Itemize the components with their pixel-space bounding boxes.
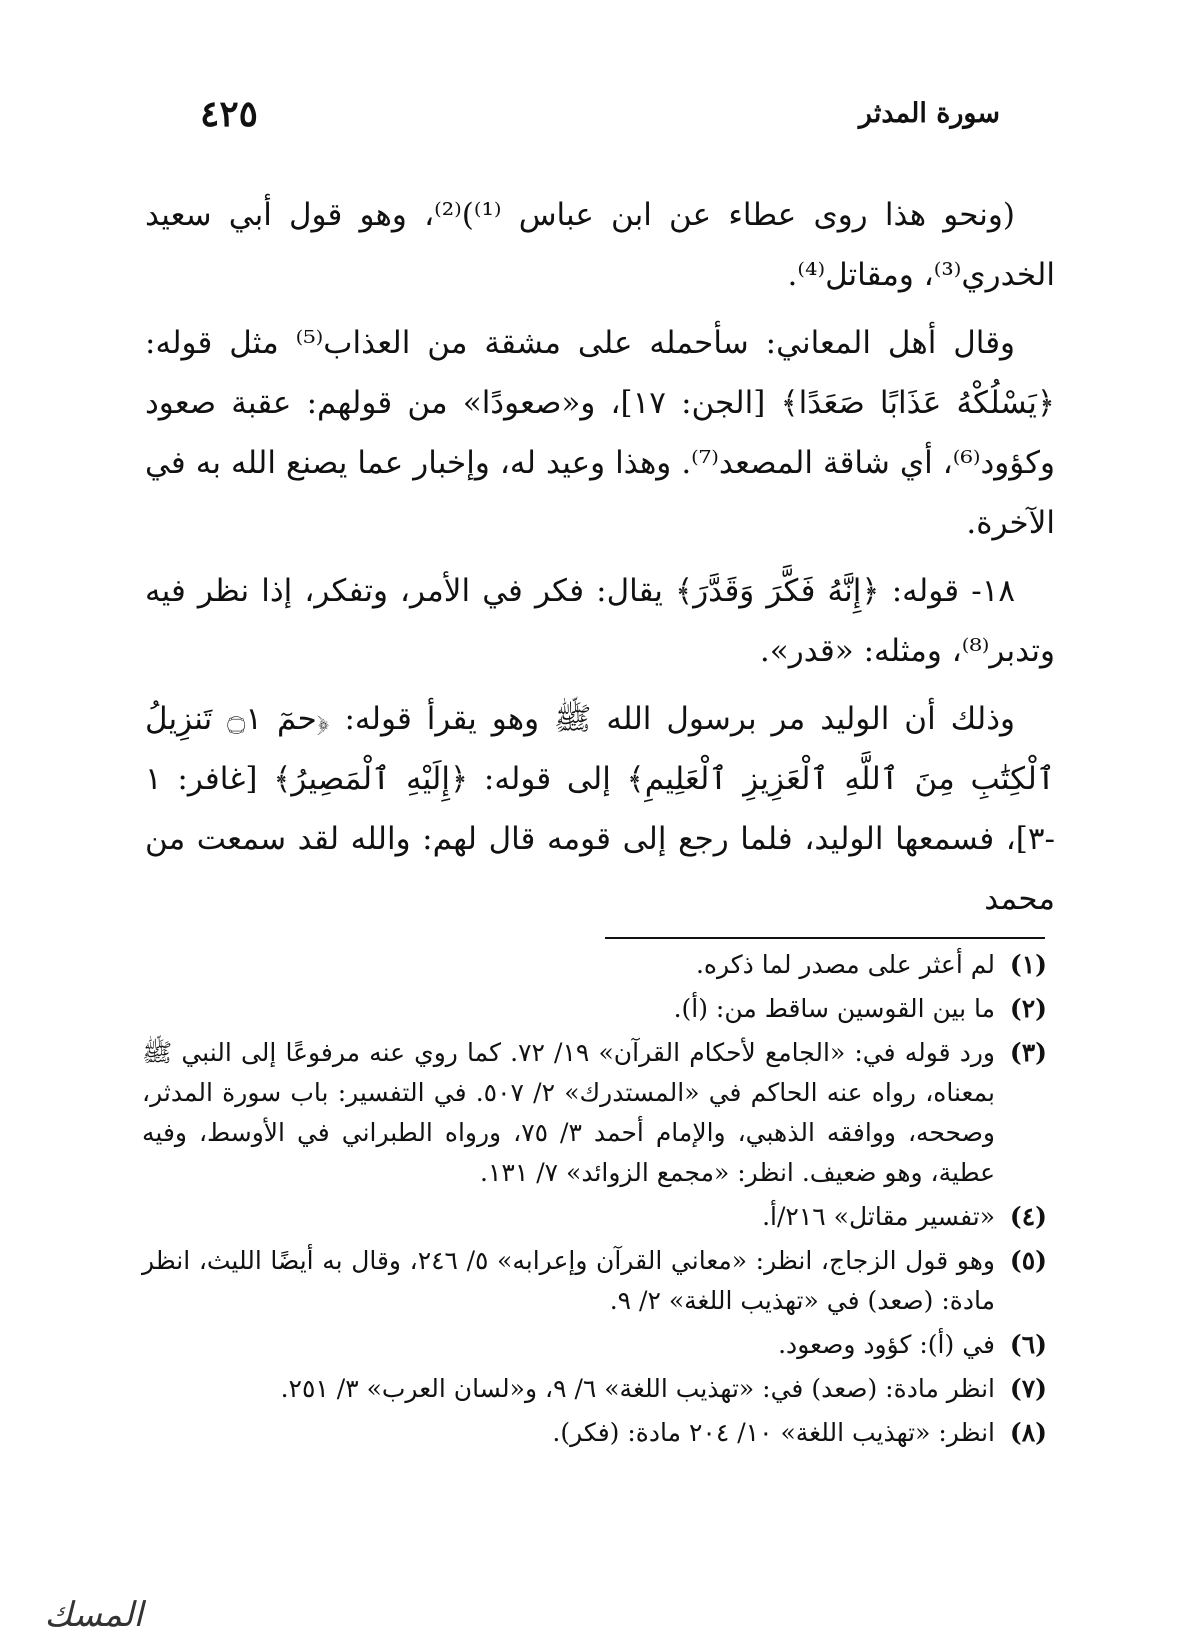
footnote-item [142, 1033, 1047, 1193]
footnote-text: وهو قول الزجاج، انظر: «معاني القرآن وإعرابه» ٥/ ٢٤٦، وقال به أيضًا الليث، انظر مادة: (صعد) في «تهذيب اللغة» ٢/ ٩. [142, 1246, 995, 1315]
footnote-text: «تفسير مقاتل» ٢١٦/أ. [762, 1202, 995, 1231]
footnote-text: ما بين القوسين ساقط من: (أ). [673, 994, 995, 1023]
page-number: ٤٢٥ [200, 93, 259, 135]
footnote-number: (٥) [1009, 1246, 1047, 1275]
publisher-stamp-logo [8, 1595, 143, 1645]
paragraph: وذلك أن الوليد مر برسول الله ﷺ وهو يقرأ قوله: ﴿حمٓ ۝١ تَنزِيلُ ٱلْكِتَٰبِ مِنَ ٱللَّهِ ٱلْعَزِيزِ ٱلْعَلِيمِ﴾ إلى قوله: ﴿إِلَيْهِ ٱلْمَصِيرُ﴾ [غافر: ١ -٣]، فسمعها الوليد، فلما رجع إلى قومه قال لهم: والله لقد سمعت من محمد [145, 701, 1055, 917]
footnote-number: (٣) [1009, 1038, 1047, 1067]
paragraph: ١٨- قوله: ﴿إِنَّهُ فَكَّرَ وَقَدَّرَ﴾ يقال: فكر في الأمر، وتفكر، إذا نظر فيه وتدبر⁽⁸⁾، ومثله: «قدر». [145, 573, 1055, 669]
stamp-text: المسك [44, 1595, 143, 1635]
footnote-item [142, 1413, 1047, 1453]
footnote-text: في (أ): كؤود وصعود. [778, 1330, 995, 1359]
surah-header-title: سورة المدثر [858, 98, 1000, 129]
footnote-separator [605, 937, 1045, 939]
footnote-item [142, 1369, 1047, 1409]
footnotes [142, 945, 1047, 1457]
footnote-item [142, 989, 1047, 1029]
footnote-number: (١) [1009, 950, 1047, 979]
footnote-text: ورد قوله في: «الجامع لأحكام القرآن» ١٩/ ٧٢. كما روي عنه مرفوعًا إلى النبي ﷺ بمعناه، رواه عنه الحاكم في «المستدرك» ٢/ ٥٠٧. في التفسير: باب سورة المدثر، وصححه، ووافقه الذهبي، والإمام أحمد ٣/ ٧٥، ورواه الطبراني في الأوسط، وفيه عطية، وهو ضعيف. انظر: «مجمع الزوائد» ٧/ ١٣١. [142, 1038, 996, 1187]
footnote-text: انظر: «تهذيب اللغة» ١٠/ ٢٠٤ مادة: (فكر). [552, 1418, 995, 1447]
main-text [145, 185, 1055, 929]
footnote-text: لم أعثر على مصدر لما ذكره. [695, 950, 995, 979]
paragraph: وقال أهل المعاني: سأحمله على مشقة من العذاب⁽⁵⁾ مثل قوله: ﴿يَسْلُكْهُ عَذَابًا صَعَدًا﴾ [الجن: ١٧]، و«صعودًا» من قولهم: عقبة صعود وكؤود⁽⁶⁾، أي شاقة المصعد⁽⁷⁾. وهذا وعيد له، وإخبار عما يصنع الله به في الآخرة. [145, 325, 1055, 541]
footnote-number: (٨) [1009, 1418, 1047, 1447]
footnote-number: (٢) [1009, 994, 1047, 1023]
footnote-text: انظر مادة: (صعد) في: «تهذيب اللغة» ٦/ ٩، و«لسان العرب» ٣/ ٢٥١. [280, 1374, 995, 1403]
paragraph: (ونحو هذا روى عطاء عن ابن عباس ⁽¹⁾)⁽²⁾، وهو قول أبي سعيد الخدري⁽³⁾، ومقاتل⁽⁴⁾. [145, 197, 1055, 293]
footnote-item [142, 1325, 1047, 1365]
footnote-item [142, 945, 1047, 985]
footnote-number: (٦) [1009, 1330, 1047, 1359]
footnote-number: (٧) [1009, 1374, 1047, 1403]
footnote-item [142, 1241, 1047, 1321]
footnote-number: (٤) [1009, 1202, 1047, 1231]
footnote-item [142, 1197, 1047, 1237]
